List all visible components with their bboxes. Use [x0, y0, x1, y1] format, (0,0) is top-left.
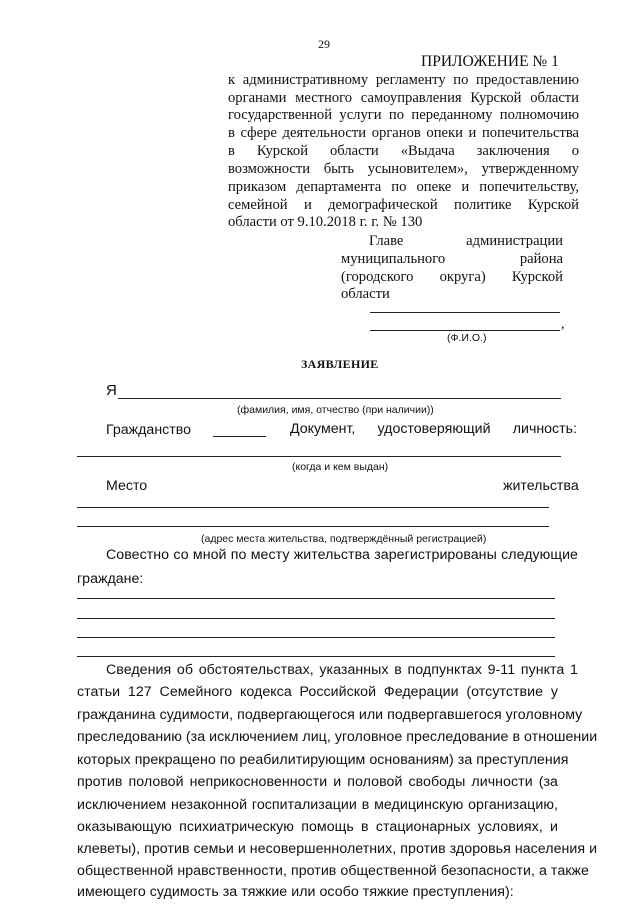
identity-document-field[interactable] [77, 456, 561, 457]
appendix-line: области от 9.10.2018 г. г. № 130 [228, 214, 423, 230]
cohabitants-field-line-4[interactable] [77, 656, 555, 657]
addressee-line: области [341, 286, 390, 302]
applicant-name-caption: (фамилия, имя, отчество (при наличии)) [237, 404, 434, 416]
fio-caption: (Ф.И.О.) [447, 332, 487, 344]
addressee-name-line-1[interactable] [370, 312, 560, 313]
residence-label-right: жительства [503, 478, 579, 494]
circumstances-line: против половой неприкосновенности и половой свободы личности (за [77, 774, 558, 790]
applicant-name-field[interactable] [118, 398, 561, 399]
statement-heading: ЗАЯВЛЕНИЕ [301, 357, 379, 371]
circumstances-line: клеветы), против семьи и несовершеннолетних, против здоровья населения и [77, 841, 598, 857]
cohabitants-field-line-2[interactable] [77, 618, 555, 619]
appendix-line: приказом департамента по опеке и попечительству, [228, 179, 579, 195]
citizenship-field[interactable] [213, 436, 266, 437]
circumstances-line: гражданина судимости, подвергающегося или подвергавшегося уголовному [77, 707, 583, 723]
page-number: 29 [318, 37, 330, 51]
appendix-line: в сфере деятельности органов опеки и попечительства [228, 125, 579, 141]
citizenship-label: Гражданство [106, 422, 192, 438]
addressee-line: Главе администрации [369, 233, 563, 249]
circumstances-line: преследованию (за исключением лиц, уголовное преследование в отношении [77, 729, 598, 745]
appendix-line: государственной услуги по переданному полномочию [228, 107, 579, 123]
appendix-line: к административному регламенту по предоставлению [228, 72, 579, 88]
addressee-comma: , [561, 317, 565, 332]
circumstances-line: которых прекращено по реабилитирующим основаниям) за преступления [77, 752, 569, 768]
circumstances-line: Сведения об обстоятельствах, указанных в подпунктах 9-11 пункта 1 [106, 662, 578, 678]
appendix-title: ПРИЛОЖЕНИЕ № 1 [421, 53, 559, 70]
circumstances-line: исключением незаконной госпитализации в медицинскую организацию, [77, 797, 558, 813]
addressee-line: (городского округа) Курской [341, 269, 563, 285]
appendix-line: семейной и демографической политике Курской [228, 197, 579, 213]
addressee-name-line-2[interactable] [370, 330, 560, 331]
residence-label-left: Место [106, 478, 148, 494]
cohabitants-field-line-1[interactable] [77, 598, 555, 599]
applicant-label: Я [106, 382, 117, 399]
circumstances-line: статьи 127 Семейного кодекса Российской Федерации (отсутствие у [77, 684, 558, 700]
circumstances-line: общественной нравственности, против общественной безопасности, а также [77, 863, 590, 879]
residence-field-line-2[interactable] [77, 526, 549, 527]
cohabitants-text-cont: граждане: [77, 571, 144, 587]
document-issued-caption: (когда и кем выдан) [292, 461, 389, 473]
circumstances-line: имеющего судимость за тяжкие или особо тяжкие преступления): [77, 884, 514, 900]
appendix-line: органами местного самоуправления Курской области [228, 90, 579, 106]
address-caption: (адрес места жительства, подтверждённый регистрацией) [201, 533, 487, 545]
appendix-line: в Курской области «Выдача заключения о [228, 143, 579, 159]
appendix-line: возможности быть усыновителем», утвержденному [228, 161, 579, 177]
addressee-line: муниципального района [341, 251, 563, 267]
residence-field-line-1[interactable] [77, 507, 549, 508]
identity-document-label: Документ, удостоверяющий личность: [290, 421, 577, 437]
cohabitants-field-line-3[interactable] [77, 637, 555, 638]
cohabitants-text: Совестно со мной по месту жительства зарегистрированы следующие [106, 547, 578, 563]
circumstances-line: оказывающую психиатрическую помощь в стационарных условиях, и [77, 819, 558, 835]
